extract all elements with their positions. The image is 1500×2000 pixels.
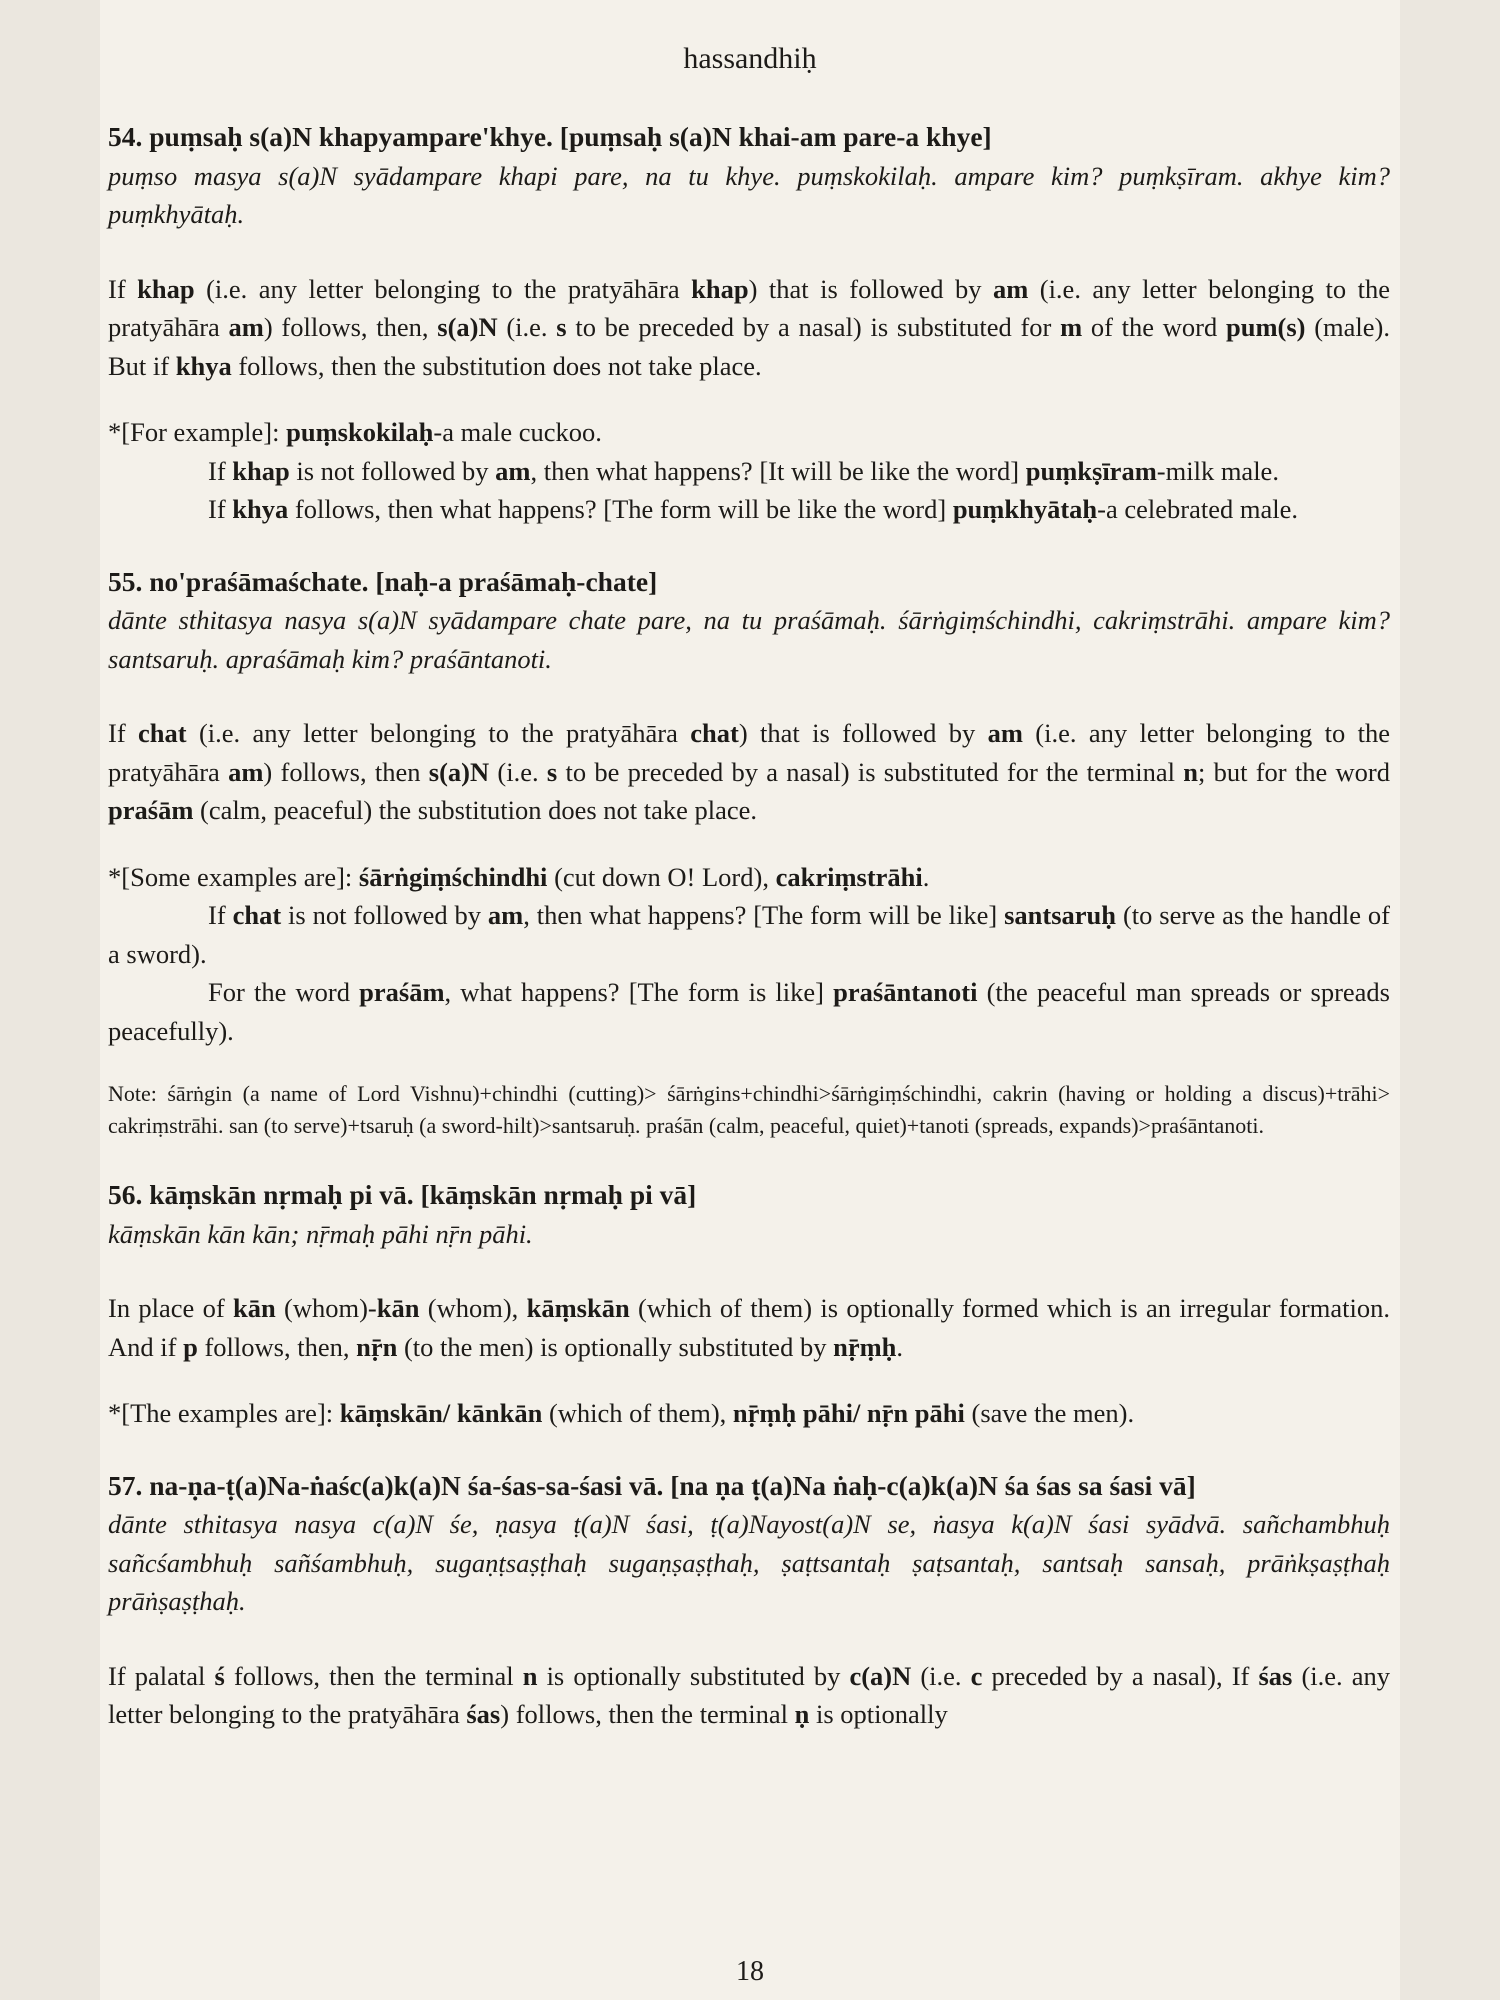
sutra-57 (108, 1467, 1390, 1734)
examples (108, 413, 1390, 529)
example-line: *[For example]: puṃskokilaḥ-a male cuckoo. (108, 417, 602, 447)
book-page (100, 0, 1400, 2000)
sutra-heading: 55. no'praśāmaśchate. [naḥ-a praśāmaḥ-chate] (108, 565, 658, 597)
example-line: *[Some examples are]: śārṅgiṃśchindhi (cut down O! Lord), cakriṃstrāhi. (108, 861, 930, 892)
sutra-54 (108, 118, 1390, 529)
page-number: 18 (736, 1956, 764, 1987)
page-body (108, 118, 1390, 1734)
example-line: *[The examples are]: kāṃskān/ kānkān (which of them), nṝṃḥ pāhi/ nṝn pāhi (save the men). (108, 1398, 1135, 1428)
note: Note: śārṅgin (a name of Lord Vishnu)+chindhi (cutting)> śārṅgins+chindhi>śārṅgiṃśchindhi, cakrin (having or holding a discus)+trāhi> cakriṃstrāhi. san (to serve)+tsaruḥ (a sword-hilt)>santsaruḥ. praśān (calm, peaceful, quiet)+tanoti (spreads, expands)>praśāntanoti. (108, 1081, 1390, 1138)
sutra-heading: 57. na-ṇa-ṭ(a)Na-ṅaśc(a)k(a)N śa-śas-sa-śasi vā. [na ṇa ṭ(a)Na ṅaḥ-c(a)k(a)N śa śas sa śasi vā] (108, 1469, 1196, 1501)
example-line: If chat is not followed by am, then what happens? [The form will be like] santsaruḥ (to serve as the handle of a sword). (108, 900, 1390, 969)
running-title: hassandhiḥ (683, 42, 817, 75)
sutra-heading: 56. kāṃskān nṛmaḥ pi vā. [kāṃskān nṛmaḥ pi vā] (108, 1179, 697, 1210)
example-line: If khya follows, then what happens? [The form will be like the word] puṃkhyātaḥ-a celebrated male. (208, 494, 1298, 524)
examples (108, 858, 1390, 1051)
example-line: For the word praśām, what happens? [The form is like] praśāntanoti (the peaceful man spreads or spreads peacefully). (108, 977, 1390, 1046)
sanskrit-commentary: dānte sthitasya nasya c(a)N śe, ṇasya ṭ(a)N śasi, ṭ(a)Nayost(a)N se, ṅasya k(a)N śasi syādvā. sañchambhuḥ sañcśambhuḥ sañśambhuḥ, sugaṇṭsaṣṭhaḥ sugaṇṣaṣṭhaḥ, ṣaṭtsantaḥ ṣaṭsantaḥ, santsaḥ sansaḥ, prāṅkṣaṣṭhaḥ prāṅṣaṣṭhaḥ. (108, 1509, 1390, 1616)
examples (108, 1394, 1390, 1433)
explanation: If khap (i.e. any letter belonging to the pratyāhāra khap) that is followed by am (i.e. any letter belonging to the pratyāhāra am) follows, then, s(a)N (i.e. s to be preceded by a nasal) is substituted for m of the word pum(s) (male). But if khya follows, then the substitution does not take place. (108, 273, 1391, 381)
sanskrit-commentary: puṃso masya s(a)N syādampare khapi pare, na tu khye. puṃskokilaḥ. ampare kim? puṃkṣīram. akhye kim? puṃkhyātaḥ. (108, 160, 1390, 229)
example-line: If khap is not followed by am, then what happens? [It will be like the word] puṃkṣīram-milk male. (208, 455, 1279, 486)
sanskrit-commentary: kāṃskān kān kān; nṝmaḥ pāhi nṝn pāhi. (108, 1218, 533, 1249)
explanation: If palatal ś follows, then the terminal n is optionally substituted by c(a)N (i.e. c preceded by a nasal), If śas (i.e. any letter belonging to the pratyāhāra śas) follows, then the terminal ṇ is optionally (108, 1660, 1390, 1729)
sutra-55 (108, 563, 1390, 1143)
sutra-heading: 54. puṃsaḥ s(a)N khapyampare'khye. [puṃsaḥ s(a)N khai-am pare-a khye] (108, 121, 992, 152)
sutra-56 (108, 1176, 1390, 1433)
sanskrit-commentary: dānte sthitasya nasya s(a)N syādampare chate pare, na tu praśāmaḥ. śārṅgiṃśchindhi, cakriṃstrāhi. ampare kim? santsaruḥ. apraśāmaḥ kim? praśāntanoti. (108, 605, 1390, 674)
explanation: If chat (i.e. any letter belonging to the pratyāhāra chat) that is followed by am (i.e. any letter belonging to the pratyāhāra am) follows, then s(a)N (i.e. s to be preceded by a nasal) is substituted for the terminal n; but for the word praśām (calm, peaceful) the substitution does not take place. (108, 718, 1391, 825)
explanation: In place of kān (whom)-kān (whom), kāṃskān (which of them) is optionally formed which is an irregular formation. And if p follows, then, nṝn (to the men) is optionally substituted by nṝṃḥ. (108, 1293, 1390, 1362)
